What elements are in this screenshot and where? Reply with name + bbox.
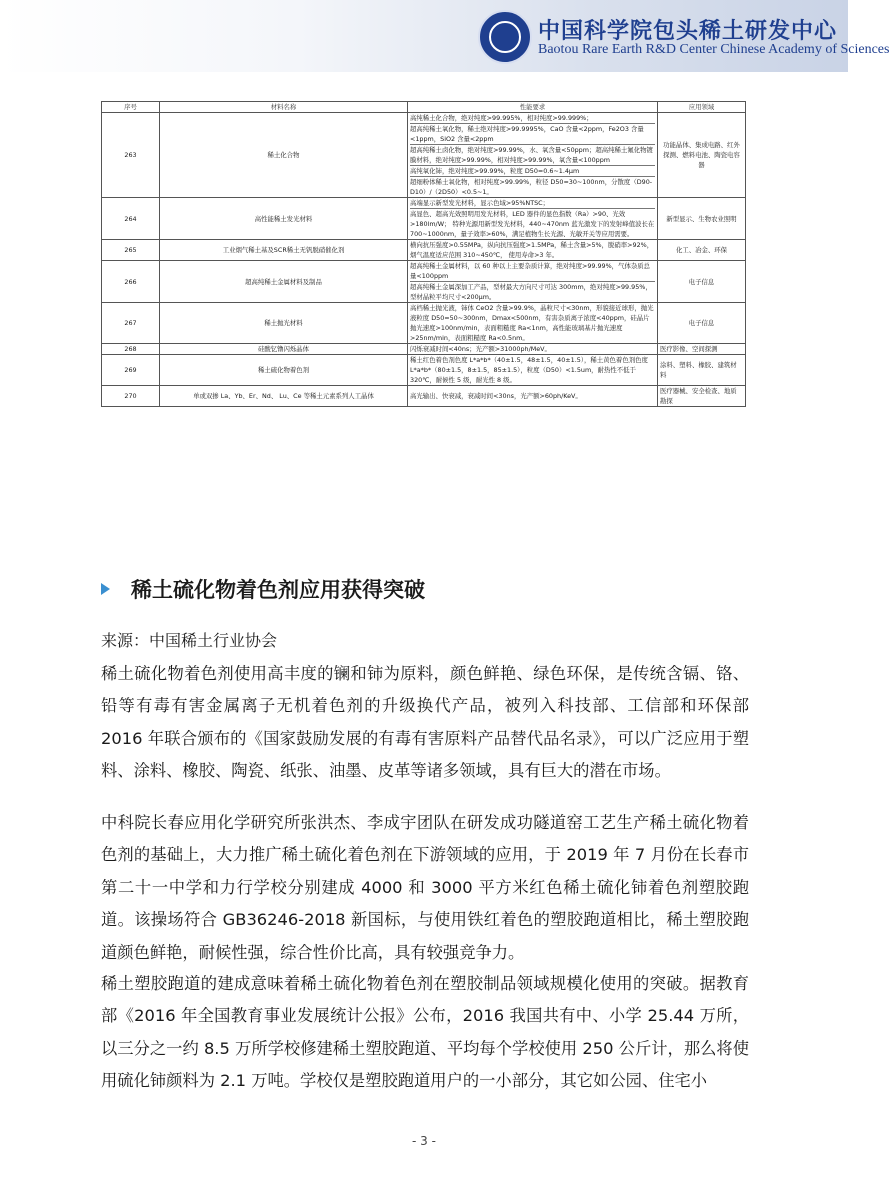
table-row (102, 240, 746, 261)
table-header-row (102, 102, 746, 113)
header-performance: 性能要求 (408, 102, 658, 113)
header-material: 材料名称 (160, 102, 408, 113)
row-application: 医疗器械、安全检查、地质勘探 (658, 386, 746, 407)
performance-line: 高显色、超高光效照明用发光材料，LED 器件的显色指数（Ra）>90、光效>180lm/W； 特种光源用新型发光材料，440~470nm 蓝光激发下的发射峰值波长在 700~1000nm，量子效率>60%，满足植物生长光源、光敏开关等应用需要。 (410, 210, 655, 238)
page-number: - 3 - (412, 1134, 436, 1148)
performance-line: 超高纯稀土金属深加工产品，型材最大方向尺寸可达 300mm，绝对纯度>99.95%，型材晶粒平均尺寸<200μm。 (410, 283, 652, 301)
org-name-en: Baotou Rare Earth R&D Center Chinese Academy of Sciences (538, 42, 889, 57)
performance-line: 超高纯稀土金属材料，以 60 种以上主要杂质计算，绝对纯度>99.99%，气体杂质总量<100ppm (410, 261, 655, 282)
performance-line: 高光输出、快衰减，衰减时间<30ns，光产额>60ph/KeV。 (410, 392, 582, 400)
row-no: 266 (102, 261, 160, 303)
row-material: 超高纯稀土金属材料及制品 (160, 261, 408, 303)
performance-line: 高纯氧化铈，绝对纯度>99.99%，粒度 D50=0.6~1.4μm (410, 166, 655, 177)
row-material: 稀土硫化物着色剂 (160, 355, 408, 386)
row-performance (408, 303, 658, 344)
row-performance (408, 261, 658, 303)
performance-line: 超高纯稀土氧化物，稀土绝对纯度>99.9995%，CaO 含量<2ppm，Fe2O3 含量<1ppm，SiO2 含量<2ppm (410, 124, 655, 145)
page-header (0, 0, 889, 72)
table-row (102, 386, 746, 407)
table-row (102, 344, 746, 355)
materials-table (101, 101, 746, 407)
performance-line: 超细粉体稀土氧化物，相对纯度>99.99%，粒径 D50=30~100nm，分散度（D90-D10）/（2D50）<0.5~1。 (410, 178, 653, 196)
table-row (102, 303, 746, 344)
table-row (102, 113, 746, 198)
header-application: 应用领域 (658, 102, 746, 113)
row-application: 化工、冶金、环保 (658, 240, 746, 261)
paragraph: 稀土硫化物着色剂使用高丰度的镧和铈为原料，颜色鲜艳、绿色环保，是传统含镉、铬、铅等有毒有害金属离子无机着色剂的升级换代产品，被列入科技部、工信部和环保部 2016 年联合颁布的《国家鼓励发展的有毒有害原料产品替代品名录》，可以广泛应用于塑料、涂料、橡胶、陶瓷、纸张、油墨、皮革等诸多领域，具有巨大的潜在市场。 (101, 664, 749, 781)
row-material: 稀土化合物 (160, 113, 408, 198)
performance-line: 横向抗压强度>0.55MPa，纵向抗压强度>1.5MPa，稀土含量>5%，脱硝率>92%，烟气温度适应范围 310~450℃， 使用寿命>3 年。 (410, 241, 654, 259)
row-material: 单或双掺 La、Yb、Er、Nd、 Lu、Ce 等稀土元素系列人工晶体 (160, 386, 408, 407)
row-no: 264 (102, 198, 160, 240)
row-material: 硅酸钇镥闪烁晶体 (160, 344, 408, 355)
performance-line: 超高纯稀土卤化物，绝对纯度>99.99%，水、氧含量<50ppm；超高纯稀土氟化物镀膜材料，绝对纯度>99.99%，相对纯度>99.99%，氧含量<100ppm (410, 145, 655, 166)
row-application: 功能晶体、集成电路、红外探测、燃料电池、陶瓷电容器 (658, 113, 746, 198)
triangle-bullet-icon (101, 583, 110, 595)
performance-line: 闪烁衰减时间<40ns；光产额>31000ph/MeV。 (410, 345, 551, 353)
table-row (102, 355, 746, 386)
performance-line: 高档稀土抛光液，铈体 CeO2 含量>99.9%，晶粒尺寸<30nm，形貌接近球形，抛光液粒度 D50=50~300nm，Dmax<500nm，有害杂质离子浓度<40ppm，硅晶片抛光速度>100nm/min，表面粗糙度 Ra<1nm，高性能玻璃基片抛光速度>25nm/min，表面粗糙度 Ra<0.5nm。 (410, 304, 654, 342)
paragraph: 中科院长春应用化学研究所张洪杰、李成宇团队在研发成功隧道窑工艺生产稀土硫化物着色剂的基础上，大力推广稀土硫化着色剂在下游领域的应用，于 2019 年 7 月份在长春市第二十一中学和力行学校分别建成 4000 和 3000 平方米红色稀土硫化铈着色剂塑胶跑道。该操场符合 GB36246-2018 新国标，与使用铁红着色的塑胶跑道相比，稀土塑胶跑道颜色鲜艳，耐候性强，综合性价比高，具有较强竞争力。 (101, 813, 749, 962)
row-no: 267 (102, 303, 160, 344)
row-no: 270 (102, 386, 160, 407)
row-performance (408, 113, 658, 198)
table-row (102, 261, 746, 303)
row-performance (408, 240, 658, 261)
section-title: 稀土硫化物着色剂应用获得突破 (131, 578, 425, 602)
header-no: 序号 (102, 102, 160, 113)
cas-logo-icon (478, 10, 532, 64)
row-performance (408, 198, 658, 240)
row-application: 涂料、塑料、橡胶、建筑材料 (658, 355, 746, 386)
row-performance (408, 355, 658, 386)
row-application: 电子信息 (658, 303, 746, 344)
row-material: 稀土抛光材料 (160, 303, 408, 344)
performance-line: 高端显示新型发光材料，显示色域>95%NTSC； (410, 198, 655, 209)
row-no: 268 (102, 344, 160, 355)
row-performance (408, 344, 658, 355)
row-material: 高性能稀土发光材料 (160, 198, 408, 240)
row-application: 医疗影像、空间探测 (658, 344, 746, 355)
row-application: 电子信息 (658, 261, 746, 303)
row-no: 263 (102, 113, 160, 198)
performance-line: 稀土红色着色剂色度 L*a*b*（40±1.5，48±1.5，40±1.5），稀土黄色着色剂色度 L*a*b*（80±1.5，8±1.5，85±1.5），粒度（D50）<1.5um，耐热性不低于 320℃，耐候性 5 级，耐光性 8 级。 (410, 356, 648, 384)
row-no: 269 (102, 355, 160, 386)
paragraph: 稀土塑胶跑道的建成意味着稀土硫化物着色剂在塑胶制品领域规模化使用的突破。据教育部《2016 年全国教育事业发展统计公报》公布，2016 我国共有中、小学 25.44 万所，以三分之一约 8.5 万所学校修建稀土塑胶跑道、平均每个学校使用 250 公斤计，那么将使用硫化铈颜料为 2.1 万吨。学校仅是塑胶跑道用户的一小部分，其它如公园、住宅小 (101, 974, 749, 1091)
row-application: 新型显示、生物农业照明 (658, 198, 746, 240)
row-material: 工业烟气稀土基及SCR稀土无钒脱硝催化剂 (160, 240, 408, 261)
row-no: 265 (102, 240, 160, 261)
performance-line: 高纯稀土化合物，绝对纯度>99.995%，相对纯度>99.999%； (410, 113, 655, 124)
table-row (102, 198, 746, 240)
row-performance (408, 386, 658, 407)
article-source: 来源：中国稀土行业协会 (101, 631, 278, 650)
org-name-cn: 中国科学院包头稀土研发中心 (538, 18, 838, 44)
